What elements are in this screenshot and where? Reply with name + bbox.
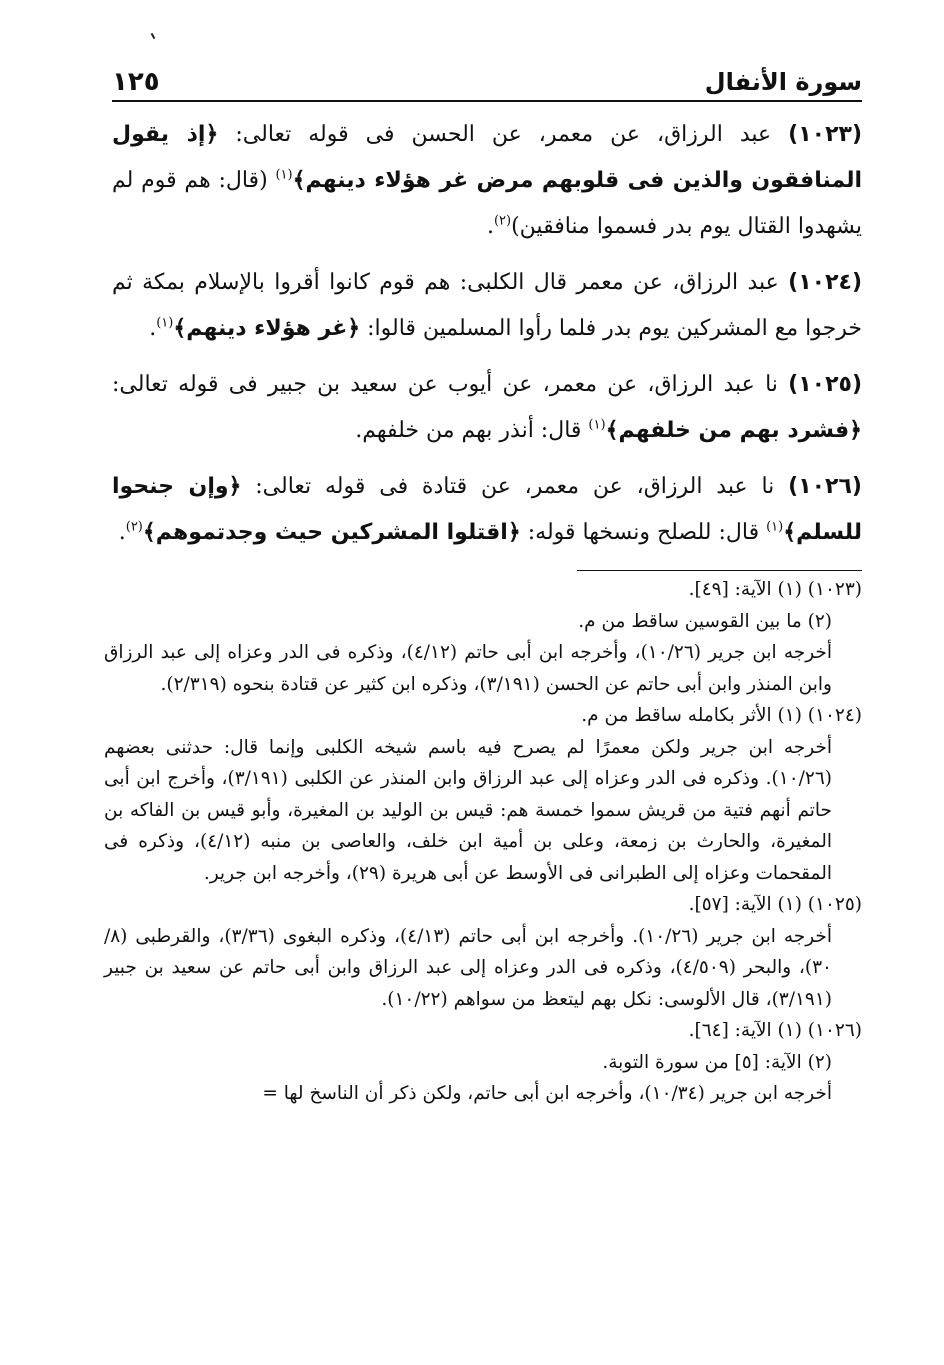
entry-text: نا عبد الرزاق، عن معمر، عن قتادة فى قوله تعالى: <box>241 474 789 499</box>
header-divider <box>112 100 862 102</box>
quran-quote: ﴿وإن جنحوا للسلم﴾ <box>112 474 862 545</box>
footnote-1023-2-body: أخرجه ابن جرير (١٠/٢٦)، وأخرجه ابن أبى حاتم (٤/١٢)، وذكره فى الدر وعزاه إلى عبد الرزاق وابن المنذر وابن أبى حاتم عن الحسن (٣/١٩١)، وذكره ابن كثير عن قتادة بنحوه (٢/٣١٩). <box>104 642 832 695</box>
footnote-1024-1: (١٠٢٤) (١) الأثر بكامله ساقط من م. <box>581 705 862 726</box>
footnotes <box>104 574 862 1110</box>
footnote-1026-2: (٢) الآية: [٥] من سورة التوبة. <box>602 1051 832 1073</box>
entry-number: (١٠٢٤) <box>788 270 862 295</box>
quran-quote: ﴿فشرد بهم من خلفهم﴾ <box>605 418 862 443</box>
page-number: ١٢٥ <box>112 67 160 97</box>
footnote-ref: (٢) <box>125 519 143 535</box>
entry-1026 <box>112 464 862 556</box>
entry-text: عبد الرزاق، عن معمر قال الكلبى: هم قوم كانوا أقروا بالإسلام بمكة ثم خرجوا مع المشركين يوم بدر فلما رأوا المسلمين قالوا: <box>112 270 862 341</box>
footnote-1023-1: (١٠٢٣) (١) الآية: [٤٩]. <box>688 579 862 600</box>
entry-text: . <box>486 214 494 239</box>
entry-1025 <box>112 362 862 454</box>
entry-number: (١٠٢٥) <box>788 372 862 397</box>
quran-quote: ﴿اقتلوا المشركين حيث وجدتموهم﴾ <box>142 520 521 545</box>
surah-title: سورة الأنفال <box>704 68 862 96</box>
footnote-1025-1: (١٠٢٥) (١) الآية: [٥٧]. <box>688 894 862 915</box>
quran-quote: ﴿غر هؤلاء دينهم﴾ <box>173 316 361 341</box>
quran-quote: ﴿إذ يقول المنافقون والذين فى قلوبهم مرض غر هؤلاء دينهم﴾ <box>112 122 862 193</box>
entry-1024 <box>112 260 862 352</box>
entry-text: . <box>118 520 126 545</box>
entry-text: نا عبد الرزاق، عن معمر، عن أيوب عن سعيد بن جبير فى قوله تعالى: <box>112 372 789 397</box>
footnote-1026-1: (١٠٢٦) (١) الآية: [٦٤]. <box>688 1020 862 1041</box>
main-text <box>112 112 862 566</box>
footnote-ref: (١) <box>766 519 784 535</box>
entry-text: قال: أنذر بهم من خلفهم. <box>355 418 589 443</box>
entry-text: . <box>149 316 157 341</box>
entry-text: عبد الرزاق، عن معمر، عن الحسن فى قوله تعالى: <box>218 122 789 147</box>
scan-mark <box>151 33 156 39</box>
footnote-ref: (٢) <box>493 213 512 229</box>
entry-number: (١٠٢٣) <box>788 122 862 147</box>
entry-1023 <box>112 112 862 250</box>
entry-text: قال: للصلح ونسخها قوله: <box>520 520 767 545</box>
footnote-1026-2-body: أخرجه ابن جرير (١٠/٣٤)، وأخرجه ابن أبى حاتم، ولكن ذكر أن الناسخ لها = <box>262 1083 832 1104</box>
footnote-ref: (١) <box>275 167 293 183</box>
footnote-1025-1-body: أخرجه ابن جرير (١٠/٢٦). وأخرجه ابن أبى حاتم (٤/١٣)، وذكره البغوى (٣/٣٦)، والقرطبى (٨/ ٣٠)، والبحر (٤/٥٠٩)، وذكره فى الدر وعزاه إلى عبد الرزاق وابن أبى حاتم عن سعيد بن جبير (٣/١٩١)، قال الألوسى: نكل بهم ليتعظ من سواهم (١٠/٢٢). <box>104 925 833 1010</box>
page-header <box>112 60 862 104</box>
footnote-1024-1-body: أخرجه ابن جرير ولكن معمرًا لم يصرح فيه باسم شيخه الكلبى وإنما قال: حدثنى بعضهم (١٠/٢٦). وذكره فى الدر وعزاه إلى عبد الرزاق وابن المنذر عن الكلبى (٣/١٩١)، وأخرج ابن أبى حاتم أنهم فتية من قريش سموا خمسة هم: قيس بن الوليد بن المغيرة، وأبو قيس بن الفاكه بن المغيرة، والحارث بن زمعة، وعلى بن أمية ابن خلف، والعاصى بن منبه (٤/١٢)، وذكره فى المقحمات وعزاه إلى الطبرانى فى الأوسط عن أبى هريرة (٢٩)، وأخرجه ابن جرير. <box>104 736 833 884</box>
entry-number: (١٠٢٦) <box>788 474 862 499</box>
footnote-ref: (١) <box>156 315 174 331</box>
footnote-divider <box>577 570 862 571</box>
footnote-ref: (١) <box>588 417 606 433</box>
entry-text: (قال: هم قوم لم يشهدوا القتال يوم بدر فسموا منافقين) <box>112 168 862 239</box>
footnote-1023-2: (٢) ما بين القوسين ساقط من م. <box>578 610 832 632</box>
